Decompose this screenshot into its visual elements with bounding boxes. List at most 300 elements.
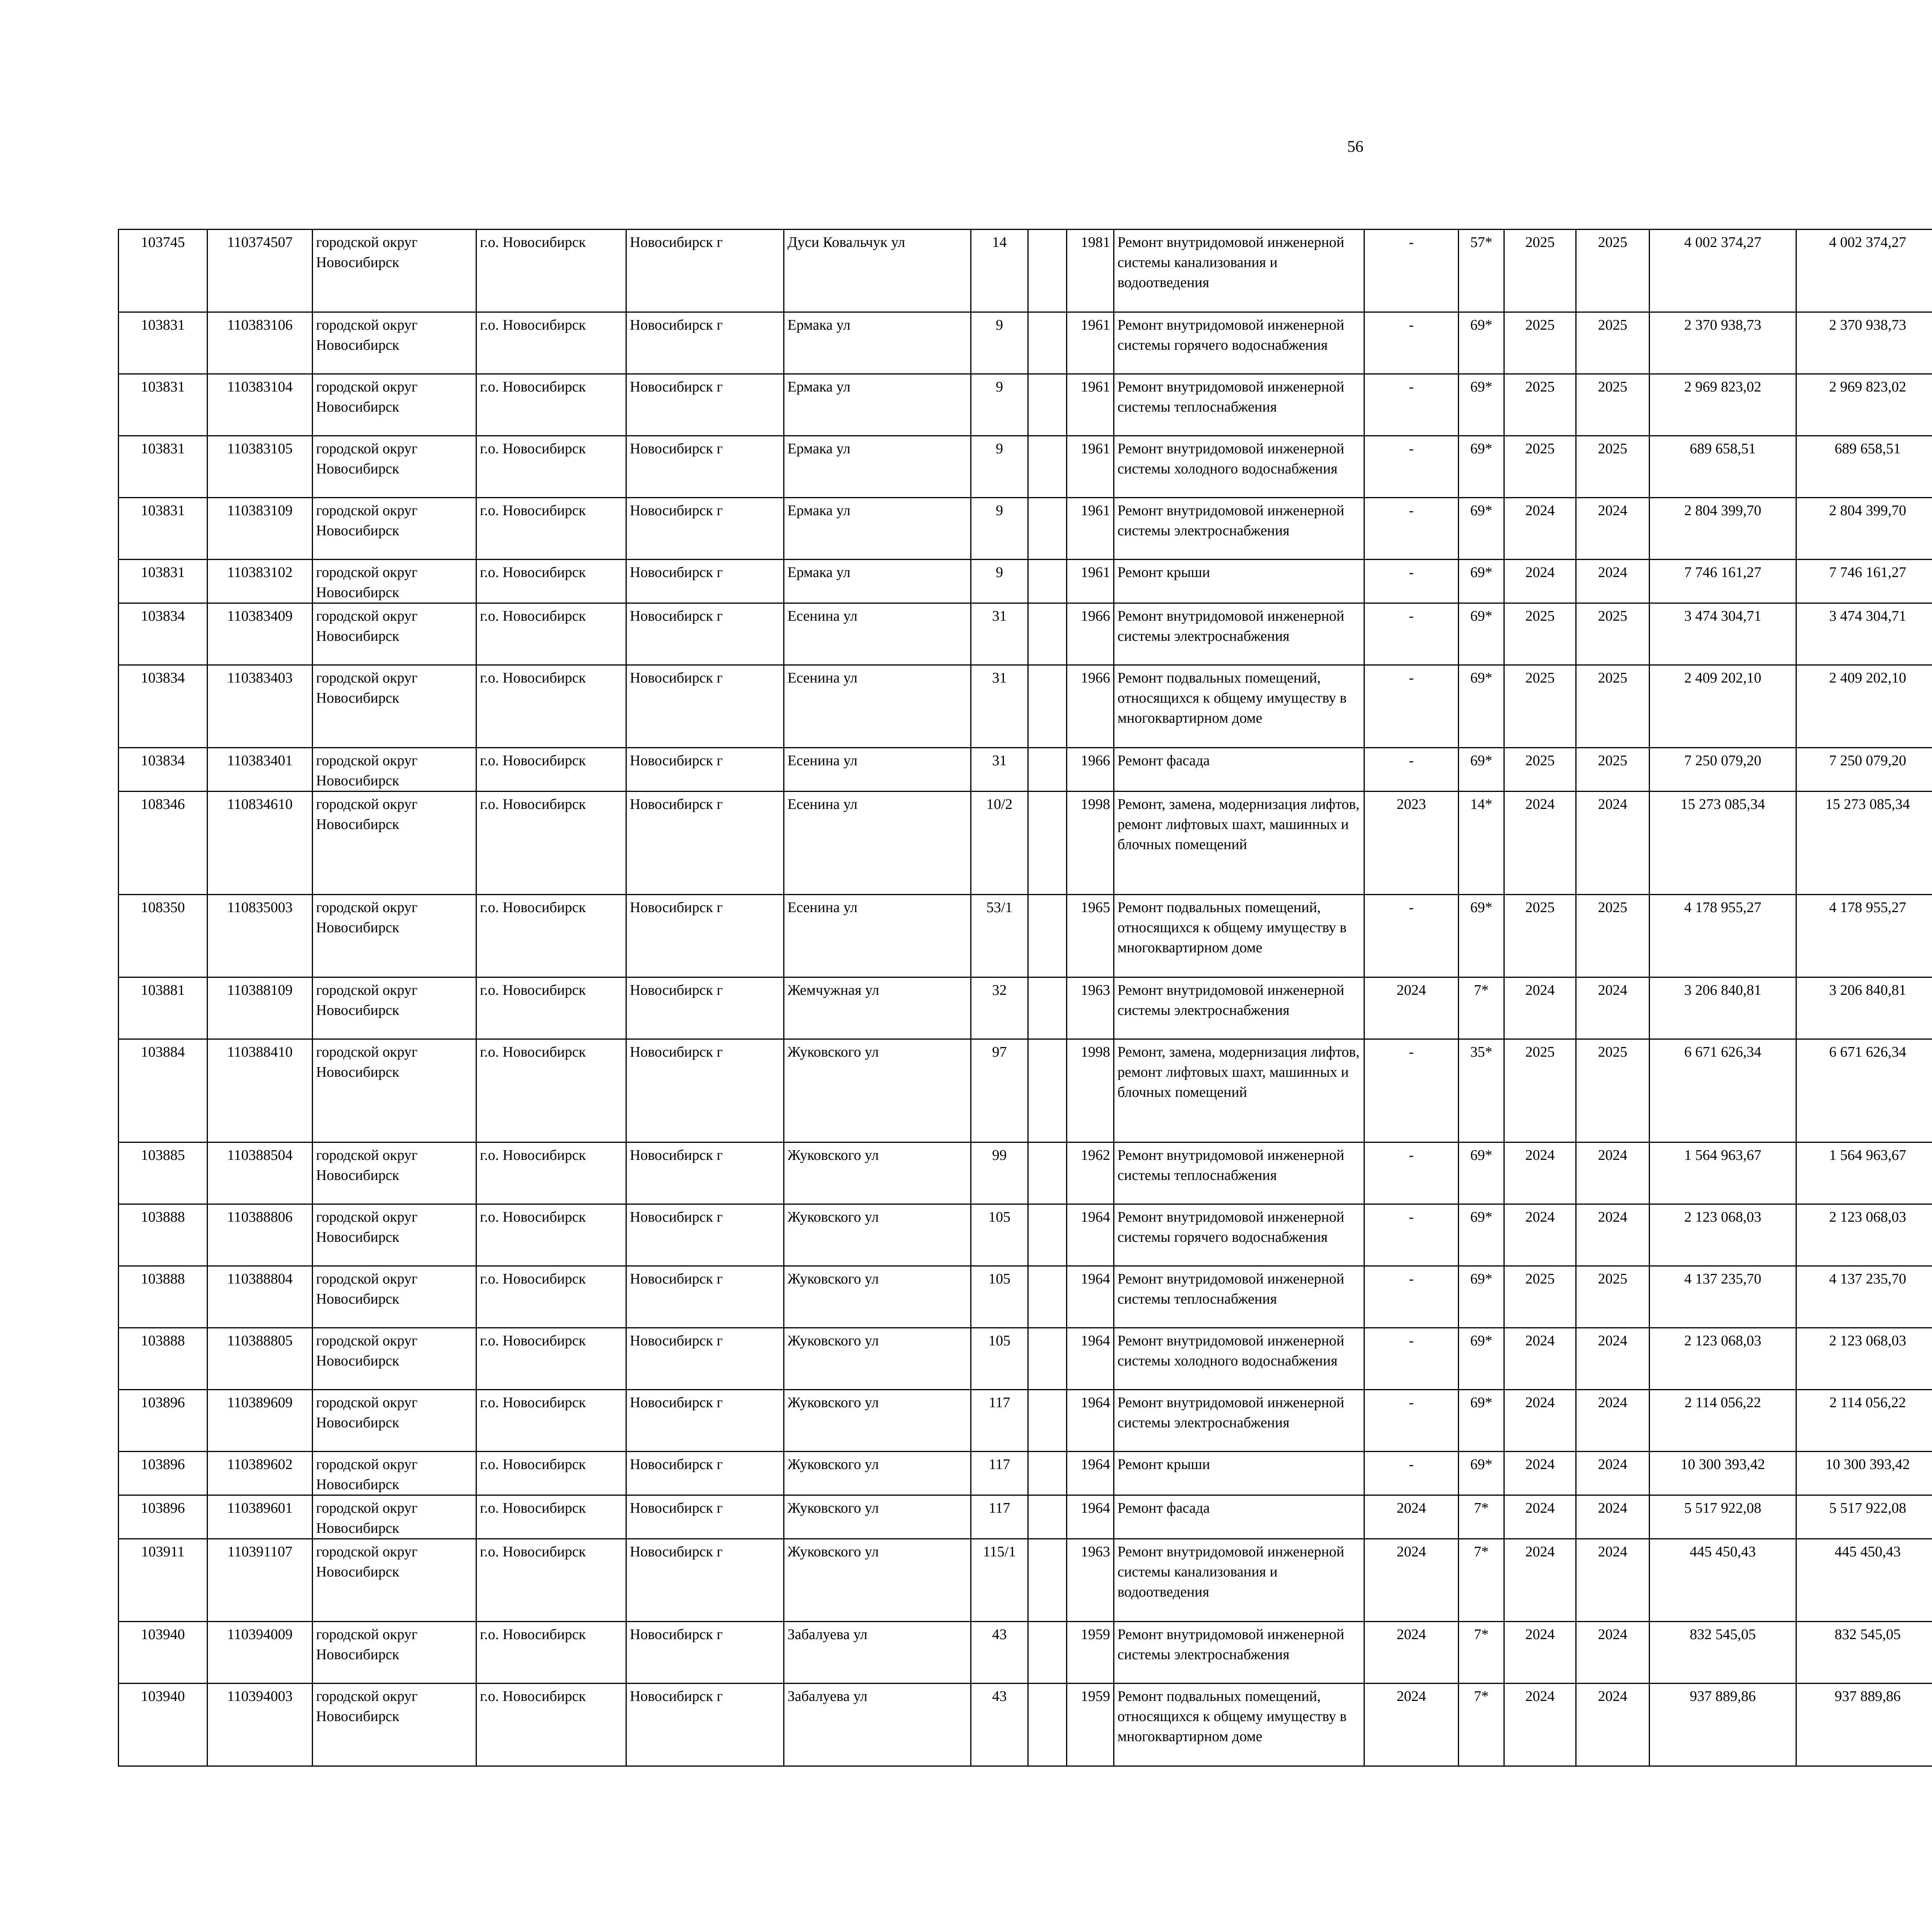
wear-percent-cell: 7* [1459, 1495, 1504, 1539]
previous-repair-year-cell: - [1364, 230, 1459, 312]
house-number-cell: 9 [971, 498, 1028, 560]
street-cell: Ермака ул [784, 312, 971, 374]
total-cost-cell: 6 671 626,34 [1650, 1039, 1796, 1142]
total-cost-cell: 445 450,43 [1650, 1539, 1796, 1622]
planned-start-year-cell: 2025 [1504, 665, 1576, 748]
planned-start-year-cell: 2025 [1504, 895, 1576, 977]
street-cell: Жемчужная ул [784, 977, 971, 1039]
work-type-cell: Ремонт внутридомовой инженерной системы электроснабжения [1114, 603, 1364, 665]
municipal-district-cell: городской округ Новосибирск [313, 1452, 476, 1495]
work-type-cell: Ремонт внутридомовой инженерной системы канализования и водоотведения [1114, 1539, 1364, 1622]
regional-operator-funds-cell: 5 517 922,08 [1796, 1495, 1932, 1539]
work-type-cell: Ремонт внутридомовой инженерной системы электроснабжения [1114, 498, 1364, 560]
locality-cell: Новосибирск г [626, 1495, 784, 1539]
work-type-cell: Ремонт внутридомовой инженерной системы теплоснабжения [1114, 1142, 1364, 1204]
house-number-cell: 105 [971, 1204, 1028, 1266]
house-id-cell: 103896 [119, 1495, 207, 1539]
total-cost-cell: 2 370 938,73 [1650, 312, 1796, 374]
house-id-cell: 103831 [119, 498, 207, 560]
wear-percent-cell: 7* [1459, 1684, 1504, 1766]
regional-operator-funds-cell: 3 206 840,81 [1796, 977, 1932, 1039]
municipal-district-cell: городской округ Новосибирск [313, 895, 476, 977]
planned-start-year-cell: 2024 [1504, 1684, 1576, 1766]
municipality-cell: г.о. Новосибирск [476, 1039, 626, 1142]
wear-percent-cell: 69* [1459, 895, 1504, 977]
municipal-district-cell: городской округ Новосибирск [313, 1622, 476, 1684]
construction-year-cell: 1966 [1067, 603, 1114, 665]
wear-percent-cell: 69* [1459, 1266, 1504, 1328]
locality-cell: Новосибирск г [626, 895, 784, 977]
planned-start-year-cell: 2024 [1504, 1495, 1576, 1539]
municipal-district-cell: городской округ Новосибирск [313, 1684, 476, 1766]
street-cell: Жуковского ул [784, 1539, 971, 1622]
street-cell: Дуси Ковальчук ул [784, 230, 971, 312]
work-id-cell: 110834610 [207, 792, 313, 895]
total-cost-cell: 2 969 823,02 [1650, 374, 1796, 436]
house-id-cell: 103831 [119, 374, 207, 436]
house-id-cell: 103834 [119, 748, 207, 792]
work-id-cell: 110383403 [207, 665, 313, 748]
planned-start-year-cell: 2024 [1504, 498, 1576, 560]
house-id-cell: 108346 [119, 792, 207, 895]
planned-start-year-cell: 2024 [1504, 1328, 1576, 1390]
locality-cell: Новосибирск г [626, 1684, 784, 1766]
total-cost-cell: 2 409 202,10 [1650, 665, 1796, 748]
regional-operator-funds-cell: 689 658,51 [1796, 436, 1932, 498]
previous-repair-year-cell: - [1364, 1266, 1459, 1328]
wear-percent-cell: 69* [1459, 374, 1504, 436]
regional-operator-funds-cell: 7 746 161,27 [1796, 560, 1932, 603]
house-number-cell: 117 [971, 1452, 1028, 1495]
total-cost-cell: 2 804 399,70 [1650, 498, 1796, 560]
planned-end-year-cell: 2024 [1576, 1390, 1650, 1452]
house-number-cell: 105 [971, 1266, 1028, 1328]
regional-operator-funds-cell: 2 123 068,03 [1796, 1328, 1932, 1390]
work-id-cell: 110383104 [207, 374, 313, 436]
building-cell [1028, 1142, 1067, 1204]
planned-start-year-cell: 2025 [1504, 374, 1576, 436]
wear-percent-cell: 7* [1459, 1622, 1504, 1684]
work-type-cell: Ремонт внутридомовой инженерной системы теплоснабжения [1114, 374, 1364, 436]
work-id-cell: 110383109 [207, 498, 313, 560]
locality-cell: Новосибирск г [626, 1452, 784, 1495]
work-id-cell: 110388410 [207, 1039, 313, 1142]
municipal-district-cell: городской округ Новосибирск [313, 1204, 476, 1266]
house-id-cell: 103831 [119, 436, 207, 498]
building-cell [1028, 1452, 1067, 1495]
building-cell [1028, 436, 1067, 498]
work-id-cell: 110388804 [207, 1266, 313, 1328]
house-id-cell: 103888 [119, 1266, 207, 1328]
table-row [119, 1452, 1932, 1495]
building-cell [1028, 374, 1067, 436]
municipal-district-cell: городской округ Новосибирск [313, 748, 476, 792]
work-type-cell: Ремонт подвальных помещений, относящихся к общему имуществу в многоквартирном доме [1114, 665, 1364, 748]
capital-repair-register-table [118, 229, 1932, 1767]
house-id-cell: 103940 [119, 1622, 207, 1684]
work-id-cell: 110388806 [207, 1204, 313, 1266]
municipality-cell: г.о. Новосибирск [476, 977, 626, 1039]
wear-percent-cell: 69* [1459, 436, 1504, 498]
building-cell [1028, 1204, 1067, 1266]
locality-cell: Новосибирск г [626, 498, 784, 560]
wear-percent-cell: 69* [1459, 1452, 1504, 1495]
planned-end-year-cell: 2024 [1576, 1452, 1650, 1495]
street-cell: Жуковского ул [784, 1495, 971, 1539]
previous-repair-year-cell: - [1364, 665, 1459, 748]
planned-start-year-cell: 2025 [1504, 748, 1576, 792]
planned-end-year-cell: 2024 [1576, 1495, 1650, 1539]
table-row [119, 1622, 1932, 1684]
house-id-cell: 108350 [119, 895, 207, 977]
work-id-cell: 110394009 [207, 1622, 313, 1684]
regional-operator-funds-cell: 2 804 399,70 [1796, 498, 1932, 560]
municipality-cell: г.о. Новосибирск [476, 1142, 626, 1204]
planned-start-year-cell: 2024 [1504, 792, 1576, 895]
planned-end-year-cell: 2024 [1576, 1204, 1650, 1266]
regional-operator-funds-cell: 6 671 626,34 [1796, 1039, 1932, 1142]
work-type-cell: Ремонт внутридомовой инженерной системы канализования и водоотведения [1114, 230, 1364, 312]
table-row [119, 1039, 1932, 1142]
house-number-cell: 32 [971, 977, 1028, 1039]
municipality-cell: г.о. Новосибирск [476, 792, 626, 895]
municipality-cell: г.о. Новосибирск [476, 1495, 626, 1539]
municipality-cell: г.о. Новосибирск [476, 895, 626, 977]
building-cell [1028, 977, 1067, 1039]
municipality-cell: г.о. Новосибирск [476, 1266, 626, 1328]
wear-percent-cell: 69* [1459, 312, 1504, 374]
wear-percent-cell: 7* [1459, 1539, 1504, 1622]
municipal-district-cell: городской округ Новосибирск [313, 1495, 476, 1539]
total-cost-cell: 832 545,05 [1650, 1622, 1796, 1684]
house-id-cell: 103911 [119, 1539, 207, 1622]
previous-repair-year-cell: - [1364, 312, 1459, 374]
planned-end-year-cell: 2024 [1576, 1684, 1650, 1766]
street-cell: Ермака ул [784, 436, 971, 498]
construction-year-cell: 1966 [1067, 748, 1114, 792]
construction-year-cell: 1964 [1067, 1204, 1114, 1266]
table-row [119, 1204, 1932, 1266]
work-id-cell: 110389609 [207, 1390, 313, 1452]
municipality-cell: г.о. Новосибирск [476, 436, 626, 498]
municipal-district-cell: городской округ Новосибирск [313, 1328, 476, 1390]
total-cost-cell: 4 002 374,27 [1650, 230, 1796, 312]
locality-cell: Новосибирск г [626, 1204, 784, 1266]
planned-end-year-cell: 2025 [1576, 748, 1650, 792]
wear-percent-cell: 14* [1459, 792, 1504, 895]
street-cell: Забалуева ул [784, 1684, 971, 1766]
municipal-district-cell: городской округ Новосибирск [313, 312, 476, 374]
street-cell: Жуковского ул [784, 1142, 971, 1204]
table-row [119, 1266, 1932, 1328]
planned-end-year-cell: 2024 [1576, 792, 1650, 895]
table-row [119, 436, 1932, 498]
table-row [119, 1328, 1932, 1390]
street-cell: Есенина ул [784, 665, 971, 748]
construction-year-cell: 1963 [1067, 1539, 1114, 1622]
previous-repair-year-cell: - [1364, 436, 1459, 498]
building-cell [1028, 1039, 1067, 1142]
table-row [119, 603, 1932, 665]
house-id-cell: 103745 [119, 230, 207, 312]
regional-operator-funds-cell: 10 300 393,42 [1796, 1452, 1932, 1495]
table-row [119, 374, 1932, 436]
building-cell [1028, 1684, 1067, 1766]
house-id-cell: 103940 [119, 1684, 207, 1766]
planned-end-year-cell: 2024 [1576, 1622, 1650, 1684]
planned-start-year-cell: 2024 [1504, 977, 1576, 1039]
wear-percent-cell: 69* [1459, 603, 1504, 665]
planned-start-year-cell: 2025 [1504, 1039, 1576, 1142]
building-cell [1028, 312, 1067, 374]
previous-repair-year-cell: 2024 [1364, 1495, 1459, 1539]
municipal-district-cell: городской округ Новосибирск [313, 436, 476, 498]
planned-start-year-cell: 2024 [1504, 1142, 1576, 1204]
house-id-cell: 103834 [119, 665, 207, 748]
locality-cell: Новосибирск г [626, 977, 784, 1039]
construction-year-cell: 1961 [1067, 560, 1114, 603]
work-type-cell: Ремонт, замена, модернизация лифтов, ремонт лифтовых шахт, машинных и блочных помещений [1114, 792, 1364, 895]
work-type-cell: Ремонт внутридомовой инженерной системы теплоснабжения [1114, 1266, 1364, 1328]
house-id-cell: 103888 [119, 1204, 207, 1266]
construction-year-cell: 1961 [1067, 436, 1114, 498]
municipality-cell: г.о. Новосибирск [476, 312, 626, 374]
work-id-cell: 110835003 [207, 895, 313, 977]
wear-percent-cell: 69* [1459, 748, 1504, 792]
street-cell: Есенина ул [784, 603, 971, 665]
construction-year-cell: 1998 [1067, 1039, 1114, 1142]
previous-repair-year-cell: - [1364, 1142, 1459, 1204]
previous-repair-year-cell: - [1364, 1204, 1459, 1266]
street-cell: Есенина ул [784, 748, 971, 792]
work-id-cell: 110383106 [207, 312, 313, 374]
house-number-cell: 53/1 [971, 895, 1028, 977]
house-id-cell: 103831 [119, 312, 207, 374]
locality-cell: Новосибирск г [626, 374, 784, 436]
municipal-district-cell: городской округ Новосибирск [313, 230, 476, 312]
planned-end-year-cell: 2025 [1576, 895, 1650, 977]
planned-end-year-cell: 2025 [1576, 436, 1650, 498]
register-table-body [119, 230, 1932, 1766]
total-cost-cell: 4 178 955,27 [1650, 895, 1796, 977]
house-id-cell: 103896 [119, 1390, 207, 1452]
building-cell [1028, 603, 1067, 665]
locality-cell: Новосибирск г [626, 1328, 784, 1390]
work-id-cell: 110383105 [207, 436, 313, 498]
planned-end-year-cell: 2024 [1576, 498, 1650, 560]
house-id-cell: 103896 [119, 1452, 207, 1495]
construction-year-cell: 1961 [1067, 374, 1114, 436]
work-id-cell: 110388504 [207, 1142, 313, 1204]
work-id-cell: 110383401 [207, 748, 313, 792]
planned-start-year-cell: 2025 [1504, 230, 1576, 312]
planned-start-year-cell: 2025 [1504, 312, 1576, 374]
building-cell [1028, 1495, 1067, 1539]
municipality-cell: г.о. Новосибирск [476, 1328, 626, 1390]
total-cost-cell: 2 114 056,22 [1650, 1390, 1796, 1452]
table-row [119, 748, 1932, 792]
street-cell: Жуковского ул [784, 1452, 971, 1495]
house-number-cell: 9 [971, 560, 1028, 603]
building-cell [1028, 665, 1067, 748]
street-cell: Забалуева ул [784, 1622, 971, 1684]
table-row [119, 977, 1932, 1039]
regional-operator-funds-cell: 4 137 235,70 [1796, 1266, 1932, 1328]
previous-repair-year-cell: - [1364, 560, 1459, 603]
previous-repair-year-cell: - [1364, 1328, 1459, 1390]
municipal-district-cell: городской округ Новосибирск [313, 665, 476, 748]
house-id-cell: 103888 [119, 1328, 207, 1390]
planned-end-year-cell: 2024 [1576, 560, 1650, 603]
previous-repair-year-cell: 2024 [1364, 1539, 1459, 1622]
municipal-district-cell: городской округ Новосибирск [313, 1039, 476, 1142]
total-cost-cell: 7 250 079,20 [1650, 748, 1796, 792]
regional-operator-funds-cell: 832 545,05 [1796, 1622, 1932, 1684]
building-cell [1028, 1266, 1067, 1328]
construction-year-cell: 1965 [1067, 895, 1114, 977]
previous-repair-year-cell: - [1364, 603, 1459, 665]
municipality-cell: г.о. Новосибирск [476, 230, 626, 312]
locality-cell: Новосибирск г [626, 1266, 784, 1328]
work-type-cell: Ремонт внутридомовой инженерной системы электроснабжения [1114, 1622, 1364, 1684]
work-id-cell: 110389602 [207, 1452, 313, 1495]
municipality-cell: г.о. Новосибирск [476, 374, 626, 436]
municipality-cell: г.о. Новосибирск [476, 1204, 626, 1266]
previous-repair-year-cell: 2024 [1364, 977, 1459, 1039]
house-id-cell: 103831 [119, 560, 207, 603]
house-number-cell: 99 [971, 1142, 1028, 1204]
wear-percent-cell: 69* [1459, 665, 1504, 748]
locality-cell: Новосибирск г [626, 560, 784, 603]
previous-repair-year-cell: 2024 [1364, 1622, 1459, 1684]
building-cell [1028, 1390, 1067, 1452]
construction-year-cell: 1959 [1067, 1622, 1114, 1684]
regional-operator-funds-cell: 15 273 085,34 [1796, 792, 1932, 895]
planned-end-year-cell: 2025 [1576, 665, 1650, 748]
previous-repair-year-cell: - [1364, 1452, 1459, 1495]
construction-year-cell: 1964 [1067, 1452, 1114, 1495]
total-cost-cell: 2 123 068,03 [1650, 1328, 1796, 1390]
building-cell [1028, 230, 1067, 312]
planned-end-year-cell: 2025 [1576, 603, 1650, 665]
regional-operator-funds-cell: 7 250 079,20 [1796, 748, 1932, 792]
previous-repair-year-cell: - [1364, 748, 1459, 792]
total-cost-cell: 3 474 304,71 [1650, 603, 1796, 665]
locality-cell: Новосибирск г [626, 665, 784, 748]
total-cost-cell: 1 564 963,67 [1650, 1142, 1796, 1204]
total-cost-cell: 937 889,86 [1650, 1684, 1796, 1766]
work-type-cell: Ремонт крыши [1114, 1452, 1364, 1495]
work-type-cell: Ремонт фасада [1114, 1495, 1364, 1539]
planned-start-year-cell: 2024 [1504, 560, 1576, 603]
work-type-cell: Ремонт фасада [1114, 748, 1364, 792]
street-cell: Есенина ул [784, 895, 971, 977]
house-number-cell: 117 [971, 1495, 1028, 1539]
street-cell: Ермака ул [784, 374, 971, 436]
work-type-cell: Ремонт внутридомовой инженерной системы горячего водоснабжения [1114, 1204, 1364, 1266]
work-id-cell: 110383409 [207, 603, 313, 665]
house-number-cell: 9 [971, 312, 1028, 374]
planned-start-year-cell: 2024 [1504, 1539, 1576, 1622]
municipal-district-cell: городской округ Новосибирск [313, 1266, 476, 1328]
construction-year-cell: 1964 [1067, 1328, 1114, 1390]
previous-repair-year-cell: - [1364, 1039, 1459, 1142]
building-cell [1028, 748, 1067, 792]
house-number-cell: 14 [971, 230, 1028, 312]
total-cost-cell: 5 517 922,08 [1650, 1495, 1796, 1539]
municipal-district-cell: городской округ Новосибирск [313, 603, 476, 665]
locality-cell: Новосибирск г [626, 436, 784, 498]
planned-end-year-cell: 2024 [1576, 1539, 1650, 1622]
municipal-district-cell: городской округ Новосибирск [313, 560, 476, 603]
table-row [119, 1684, 1932, 1766]
planned-end-year-cell: 2024 [1576, 1142, 1650, 1204]
construction-year-cell: 1962 [1067, 1142, 1114, 1204]
locality-cell: Новосибирск г [626, 1390, 784, 1452]
table-row [119, 792, 1932, 895]
building-cell [1028, 560, 1067, 603]
municipality-cell: г.о. Новосибирск [476, 1390, 626, 1452]
planned-start-year-cell: 2025 [1504, 436, 1576, 498]
planned-start-year-cell: 2025 [1504, 603, 1576, 665]
house-number-cell: 31 [971, 665, 1028, 748]
locality-cell: Новосибирск г [626, 1142, 784, 1204]
building-cell [1028, 895, 1067, 977]
previous-repair-year-cell: - [1364, 1390, 1459, 1452]
total-cost-cell: 3 206 840,81 [1650, 977, 1796, 1039]
construction-year-cell: 1959 [1067, 1684, 1114, 1766]
planned-end-year-cell: 2024 [1576, 1328, 1650, 1390]
municipality-cell: г.о. Новосибирск [476, 603, 626, 665]
house-number-cell: 9 [971, 436, 1028, 498]
building-cell [1028, 1328, 1067, 1390]
locality-cell: Новосибирск г [626, 1039, 784, 1142]
total-cost-cell: 4 137 235,70 [1650, 1266, 1796, 1328]
planned-end-year-cell: 2025 [1576, 1266, 1650, 1328]
municipality-cell: г.о. Новосибирск [476, 560, 626, 603]
table-row [119, 665, 1932, 748]
house-number-cell: 97 [971, 1039, 1028, 1142]
house-id-cell: 103884 [119, 1039, 207, 1142]
work-type-cell: Ремонт подвальных помещений, относящихся к общему имуществу в многоквартирном доме [1114, 1684, 1364, 1766]
table-row [119, 230, 1932, 312]
planned-start-year-cell: 2024 [1504, 1390, 1576, 1452]
building-cell [1028, 792, 1067, 895]
municipality-cell: г.о. Новосибирск [476, 498, 626, 560]
planned-start-year-cell: 2025 [1504, 1266, 1576, 1328]
wear-percent-cell: 69* [1459, 1390, 1504, 1452]
work-id-cell: 110383102 [207, 560, 313, 603]
regional-operator-funds-cell: 937 889,86 [1796, 1684, 1932, 1766]
house-number-cell: 31 [971, 748, 1028, 792]
total-cost-cell: 10 300 393,42 [1650, 1452, 1796, 1495]
wear-percent-cell: 69* [1459, 1142, 1504, 1204]
work-type-cell: Ремонт внутридомовой инженерной системы электроснабжения [1114, 977, 1364, 1039]
total-cost-cell: 15 273 085,34 [1650, 792, 1796, 895]
house-number-cell: 9 [971, 374, 1028, 436]
previous-repair-year-cell: 2023 [1364, 792, 1459, 895]
construction-year-cell: 1964 [1067, 1495, 1114, 1539]
construction-year-cell: 1981 [1067, 230, 1114, 312]
locality-cell: Новосибирск г [626, 1539, 784, 1622]
house-id-cell: 103885 [119, 1142, 207, 1204]
house-id-cell: 103881 [119, 977, 207, 1039]
planned-start-year-cell: 2024 [1504, 1204, 1576, 1266]
construction-year-cell: 1963 [1067, 977, 1114, 1039]
construction-year-cell: 1964 [1067, 1266, 1114, 1328]
municipality-cell: г.о. Новосибирск [476, 748, 626, 792]
regional-operator-funds-cell: 4 002 374,27 [1796, 230, 1932, 312]
